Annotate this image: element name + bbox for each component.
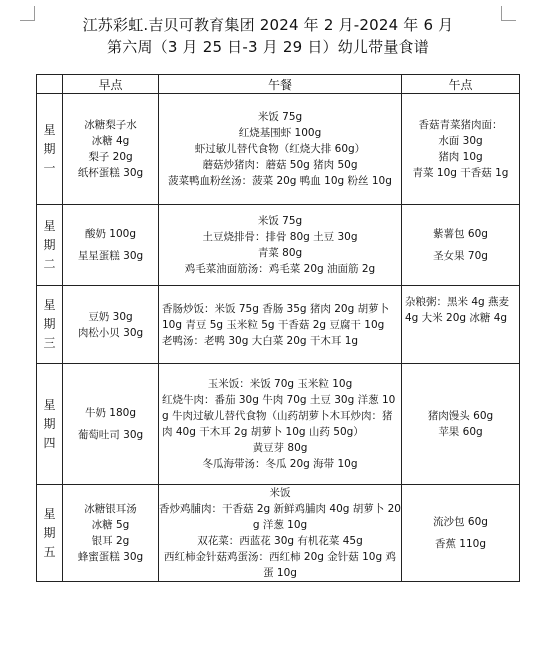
lunch-item: 老鸭汤：老鸭 30g 大白菜 20g 干木耳 1g — [162, 334, 359, 347]
menu-table — [36, 74, 520, 582]
lunch-item: 米饭 75g — [257, 215, 303, 227]
document-subtitle: 第六周（3 月 25 日-3 月 29 日）幼儿带量食谱 — [107, 38, 429, 56]
day-label-tuesday: 星 期 二 — [37, 205, 63, 286]
snack-item: 流沙包 60g — [433, 516, 488, 528]
day-row-monday — [37, 94, 520, 205]
lunch-item: 土豆烧排骨：排骨 80g 土豆 30g — [202, 231, 358, 243]
lunch-item: 菠菜鸭血粉丝汤：菠菜 20g 鸭血 10g 粉丝 10g — [168, 175, 392, 187]
breakfast-item: 星星蛋糕 30g — [77, 250, 144, 262]
snack-cell-friday — [402, 485, 520, 582]
breakfast-item: 冰糖银耳汤 — [84, 503, 137, 515]
day-label-monday: 星 期 一 — [37, 94, 63, 205]
header-corner-cell — [37, 75, 63, 94]
lunch-item: 红烧牛肉：番茄 30g 牛肉 70g 土豆 30g 洋葱 10g 牛肉过敏儿替代食物（山药胡萝卜木耳炒肉：猪肉 40g 干木耳 2g 胡萝卜 10g 山药 50g） — [162, 394, 396, 438]
day-row-wednesday — [37, 286, 520, 364]
breakfast-item: 冰糖梨子水 — [84, 119, 137, 131]
breakfast-item: 蜂蜜蛋糕 30g — [77, 551, 144, 563]
breakfast-item: 牛奶 180g — [84, 407, 137, 419]
breakfast-cell-friday — [63, 485, 159, 582]
header-breakfast: 早点 — [63, 75, 159, 94]
snack-cell-monday — [402, 94, 520, 205]
lunch-cell-friday — [159, 485, 402, 582]
lunch-item: 鸡毛菜油面筋汤：鸡毛菜 20g 油面筋 2g — [184, 263, 376, 275]
document-title: 江苏彩虹.吉贝可教育集团 2024 年 2 月-2024 年 6 月 — [82, 16, 454, 34]
lunch-cell-tuesday — [159, 205, 402, 286]
breakfast-item: 葡萄吐司 30g — [77, 429, 144, 441]
lunch-item: 蘑菇炒猪肉：蘑菇 50g 猪肉 50g — [202, 159, 358, 171]
breakfast-item: 豆奶 30g — [88, 310, 133, 323]
lunch-item: 米饭 — [269, 487, 291, 499]
day-row-friday — [37, 485, 520, 582]
snack-cell-thursday — [402, 364, 520, 485]
breakfast-item: 冰糖 5g — [91, 519, 130, 531]
day-row-tuesday — [37, 205, 520, 286]
snack-item: 香蕉 110g — [434, 538, 487, 550]
lunch-item: 玉米饭：米饭 70g 玉米粒 10g — [207, 378, 353, 390]
lunch-item: 香炒鸡脯肉：干香菇 2g 新鲜鸡脯肉 40g 胡萝卜 20g 洋葱 10g — [159, 503, 401, 531]
breakfast-cell-monday — [63, 94, 159, 205]
snack-item: 青菜 10g 干香菇 1g — [412, 167, 509, 179]
lunch-item: 西红柿金针菇鸡蛋汤：西红柿 20g 金针菇 10g 鸡蛋 10g — [164, 551, 396, 579]
snack-item: 圣女果 70g — [433, 250, 488, 262]
header-lunch: 午餐 — [159, 75, 402, 94]
snack-cell-tuesday — [402, 205, 520, 286]
snack-cell-wednesday — [402, 286, 520, 364]
lunch-item: 黄豆芽 80g — [252, 442, 308, 454]
snack-item: 水面 30g — [438, 135, 483, 147]
lunch-item: 冬瓜海带汤：冬瓜 20g 海带 10g — [202, 458, 358, 470]
breakfast-cell-thursday — [63, 364, 159, 485]
snack-item: 猪肉馒头 60g — [427, 410, 494, 422]
snack-item: 杂粮粥：黑米 4g 燕麦 4g 大米 20g 冰糖 4g — [405, 296, 510, 324]
day-label-friday: 星 期 五 — [37, 485, 63, 582]
snack-item: 苹果 60g — [438, 426, 483, 438]
breakfast-item: 肉松小贝 30g — [77, 326, 144, 339]
snack-item: 猪肉 10g — [438, 151, 483, 163]
day-label-thursday: 星 期 四 — [37, 364, 63, 485]
lunch-item: 红烧基围虾 100g — [238, 127, 322, 139]
snack-item: 紫薯包 60g — [433, 228, 488, 240]
lunch-item: 米饭 75g — [257, 111, 303, 123]
breakfast-item: 梨子 20g — [88, 151, 133, 163]
lunch-item: 青菜 80g — [257, 247, 303, 259]
breakfast-item: 冰糖 4g — [91, 135, 130, 147]
lunch-cell-wednesday — [159, 286, 402, 364]
breakfast-item: 酸奶 100g — [84, 228, 137, 240]
breakfast-cell-tuesday — [63, 205, 159, 286]
snack-item: 香菇青菜猪肉面： — [418, 119, 503, 131]
day-label-wednesday: 星 期 三 — [37, 286, 63, 364]
header-snack: 午点 — [402, 75, 520, 94]
lunch-item: 双花菜：西蓝花 30g 有机花菜 45g — [197, 535, 363, 547]
header-row — [37, 75, 520, 94]
lunch-item: 香肠炒饭：米饭 75g 香肠 35g 猪肉 20g 胡萝卜 10g 青豆 5g 玉米粒 5g 干香菇 2g 豆腐干 10g — [162, 302, 390, 331]
lunch-item: 虾过敏儿替代食物（红烧大排 60g） — [194, 143, 366, 155]
breakfast-item: 银耳 2g — [91, 535, 130, 547]
breakfast-cell-wednesday — [63, 286, 159, 364]
lunch-cell-monday — [159, 94, 402, 205]
lunch-cell-thursday — [159, 364, 402, 485]
breakfast-item: 纸杯蛋糕 30g — [77, 167, 144, 179]
day-row-thursday — [37, 364, 520, 485]
